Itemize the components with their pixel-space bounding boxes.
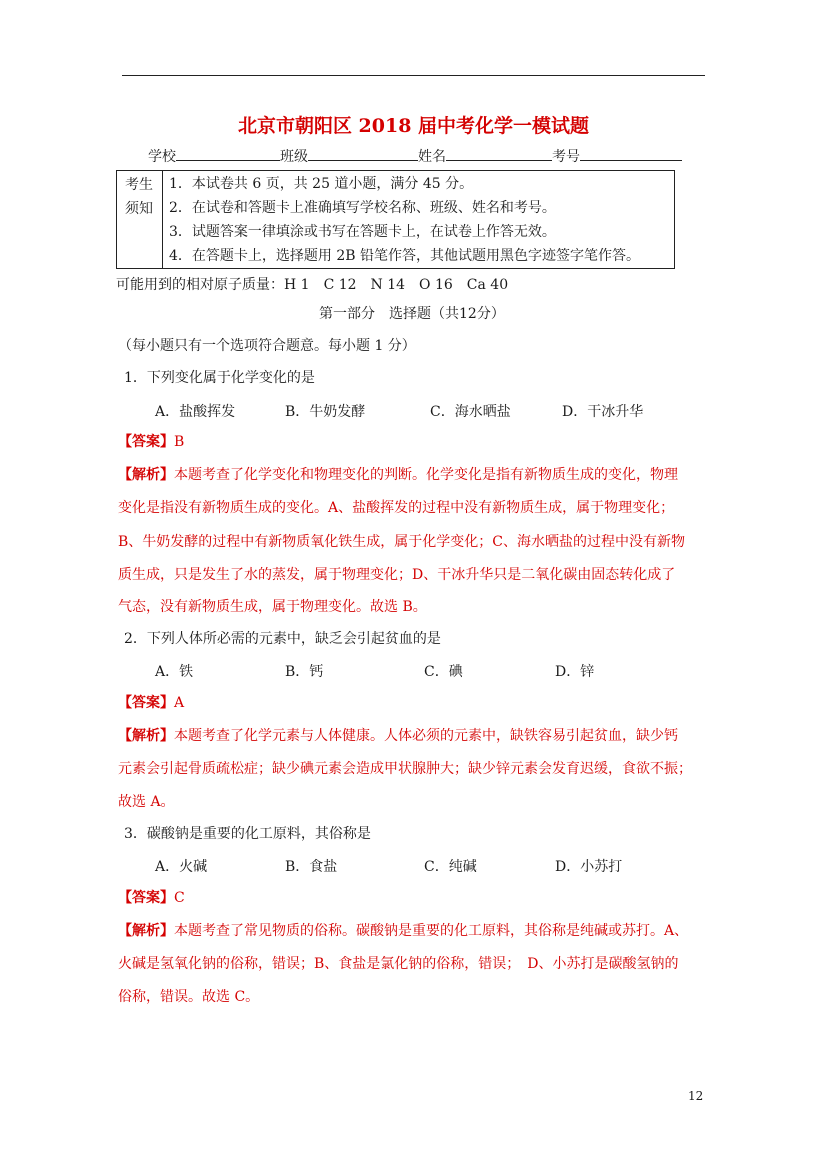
name-label: 姓名 <box>418 149 446 165</box>
notice-item: 1．本试卷共 6 页，共 25 道小题，满分 45 分。 <box>169 176 474 192</box>
name-blank[interactable] <box>446 147 552 161</box>
analysis-line: 变化是指没有新物质生成的变化。A、盐酸挥发的过程中没有新物质生成，属于物理变化； <box>118 500 675 516</box>
option-b: B．牛奶发酵 <box>285 404 366 420</box>
answer-line <box>118 692 184 712</box>
notice-label-cell <box>117 171 163 268</box>
student-info-row <box>148 146 682 166</box>
question-stem: 2．下列人体所必需的元素中，缺乏会引起贫血的是 <box>124 631 441 647</box>
option-c: C．纯碱 <box>424 859 477 875</box>
header-rule <box>122 75 705 76</box>
notice-label-line1: 考生 <box>125 177 153 193</box>
number-label: 考号 <box>552 149 580 165</box>
option-b: B．钙 <box>285 664 324 680</box>
option-d: D．锌 <box>555 664 595 680</box>
option-a: A．盐酸挥发 <box>155 404 236 420</box>
option-a: A．铁 <box>155 664 194 680</box>
analysis-text: 本题考查了化学变化和物理变化的判断。化学变化是指有新物质生成的变化，物理 <box>174 467 678 483</box>
analysis-line: 火碱是氢氧化钠的俗称，错误；B、食盐是氯化钠的俗称，错误； D、小苏打是碳酸氢钠的 <box>118 956 679 972</box>
analysis-line: 故选 A。 <box>118 794 175 810</box>
question-stem: 1．下列变化属于化学变化的是 <box>124 370 315 386</box>
answer-line <box>118 431 184 451</box>
class-blank[interactable] <box>308 147 418 161</box>
number-blank[interactable] <box>580 147 682 161</box>
option-b: B．食盐 <box>285 859 338 875</box>
notice-label-line2: 须知 <box>125 201 153 217</box>
analysis-line: 气态，没有新物质生成，属于物理变化。故选 B。 <box>118 599 427 615</box>
analysis-tag: 【解析】 <box>118 728 174 744</box>
section-note: （每小题只有一个选项符合题意。每小题 1 分） <box>118 338 416 354</box>
option-c: C．海水晒盐 <box>430 404 511 420</box>
analysis-line: 俗称，错误。故选 C。 <box>118 989 260 1005</box>
atomic-masses: 可能用到的相对原子质量：H 1 C 12 N 14 O 16 Ca 40 <box>116 277 509 293</box>
analysis-tag: 【解析】 <box>118 923 174 939</box>
analysis-line: 元素会引起骨质疏松症；缺少碘元素会造成甲状腺肿大；缺少锌元素会发育迟缓，食欲不振； <box>118 761 692 777</box>
answer-value: A <box>174 695 185 711</box>
notice-item: 2．在试卷和答题卡上准确填写学校名称、班级、姓名和考号。 <box>169 200 556 216</box>
section-title: 第一部分 选择题（共12分） <box>319 306 505 322</box>
notice-item: 4．在答题卡上，选择题用 2B 铅笔作答，其他试题用黑色字迹签字笔作答。 <box>169 248 641 264</box>
analysis-line <box>118 920 688 940</box>
option-a: A．火碱 <box>155 859 208 875</box>
school-label: 学校 <box>148 149 176 165</box>
notice-item: 3．试题答案一律填涂或书写在答题卡上，在试卷上作答无效。 <box>169 224 556 240</box>
analysis-line <box>118 464 678 484</box>
notice-items <box>169 173 640 269</box>
answer-line <box>118 887 185 907</box>
option-c: C．碘 <box>424 664 463 680</box>
analysis-line: B、牛奶发酵的过程中有新物质氧化铁生成，属于化学变化；C、海水晒盐的过程中没有新物 <box>118 534 685 550</box>
analysis-text: 本题考查了常见物质的俗称。碳酸钠是重要的化工原料，其俗称是纯碱或苏打。A、 <box>174 923 689 939</box>
school-blank[interactable] <box>176 147 280 161</box>
analysis-text: 本题考查了化学元素与人体健康。人体必须的元素中，缺铁容易引起贫血，缺少钙 <box>174 728 678 744</box>
option-d: D．干冰升华 <box>562 404 644 420</box>
page-number: 12 <box>688 1089 704 1103</box>
answer-value: B <box>174 434 185 450</box>
answer-tag: 【答案】 <box>118 434 174 450</box>
exam-notice-box <box>116 170 675 269</box>
exam-title: 北京市朝阳区 2018 届中考化学一模试题 <box>237 115 590 137</box>
question-stem: 3．碳酸钠是重要的化工原料，其俗称是 <box>124 826 371 842</box>
answer-tag: 【答案】 <box>118 695 174 711</box>
analysis-line: 质生成，只是发生了水的蒸发，属于物理变化；D、干冰升华只是二氧化碳由固态转化成了 <box>118 567 676 583</box>
answer-tag: 【答案】 <box>118 890 174 906</box>
class-label: 班级 <box>280 149 308 165</box>
analysis-line <box>118 725 678 745</box>
analysis-tag: 【解析】 <box>118 467 174 483</box>
answer-value: C <box>174 890 185 906</box>
option-d: D．小苏打 <box>555 859 623 875</box>
